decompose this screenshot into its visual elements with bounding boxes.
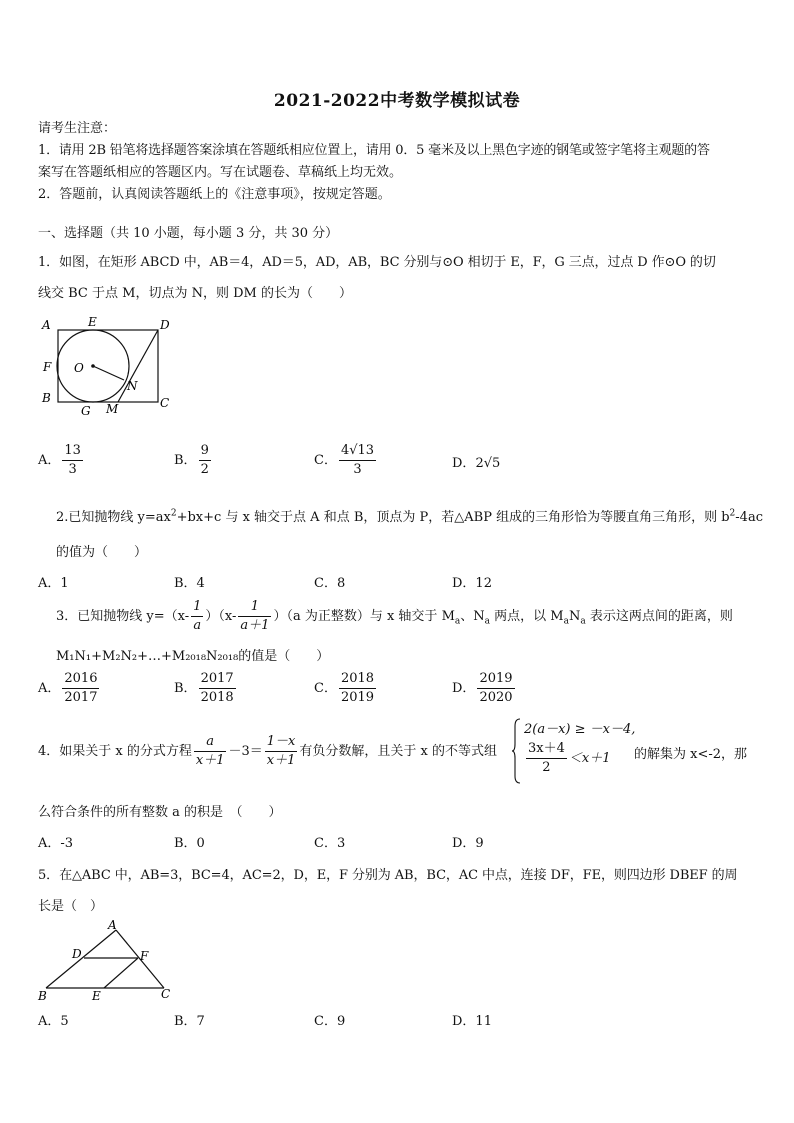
fig5-label-A: A	[108, 918, 117, 932]
q5-option-c[interactable]: C．9	[314, 1014, 346, 1029]
q1-line-1: 1．如图，在矩形 ABCD 中，AB＝4，AD＝5，AD，AB，BC 分别与⊙O 相切于 E，F，G 三点，过点 D 作⊙O 的切	[38, 255, 716, 270]
q5-option-a[interactable]: A．5	[38, 1014, 69, 1029]
fig1-label-M: M	[106, 402, 119, 416]
fig5-label-D: D	[72, 947, 82, 961]
q1-option-c-fraction: $\frac{4√13}{3}$	[340, 443, 375, 477]
q2-option-b[interactable]: B．4	[174, 576, 205, 591]
fig1-label-O: O	[74, 361, 84, 375]
notice-line-3: 2．答题前，认真阅读答题纸上的《注意事项》，按规定答题。	[38, 187, 391, 202]
q1-option-b[interactable]	[174, 442, 213, 479]
q4-option-c[interactable]: C．3	[314, 836, 346, 851]
q1-option-a-label: A．	[38, 453, 61, 468]
notice-block	[38, 118, 760, 206]
q1-option-d-value: 2√5	[475, 456, 501, 471]
brace-icon	[512, 718, 522, 784]
q3-option-a[interactable]: A． $\frac{2016}{2017}$	[38, 671, 98, 705]
q1-line-2: 线交 BC 于点 M，切点为 N，则 DM 的长为（ ）	[38, 286, 352, 301]
q2-option-d[interactable]: D．12	[452, 576, 492, 591]
fig1-label-B: B	[42, 391, 51, 405]
q3-line-2: M₁N₁+M₂N₂+…+M₂₀₁₈N₂₀₁₈的值是（ ）	[56, 649, 330, 664]
fig1-label-N: N	[127, 379, 138, 393]
notice-line-1: 1．请用 2B 铅笔将选择题答案涂填在答题纸相应位置上，请用 0．5 毫米及以上黑色字迹的钢笔或签字笔将主观题的答	[38, 143, 710, 158]
q4-system-line-2: $\frac{3x+4}{2}$ ＜x＋1	[528, 741, 611, 775]
q3-option-c[interactable]: C． $\frac{2018}{2019}$	[314, 671, 375, 705]
notice-heading: 请考生注意：	[38, 121, 117, 136]
q3-line-1: 3．已知抛物线 y=（x- $\frac{1}{a}$ ）（x- $\frac{1}{a+1}$ ）（a 为正整数）与 x 轴交于 $M_a$、$N_a$ 两点，以 $M_aN_a$ 表示这两点间的距离，则	[56, 599, 733, 633]
notice-line-2: 案写在答题纸相应的答题区内。写在试题卷、草稿纸上均无效。	[38, 165, 403, 180]
fig1-label-C: C	[160, 396, 170, 410]
q1-option-a[interactable]	[38, 442, 85, 479]
fig1-label-D: D	[160, 318, 170, 332]
fig5-label-B: B	[38, 989, 47, 1002]
q1-option-d[interactable]	[452, 452, 500, 471]
q1-option-a-fraction: $\frac{13}{3}$	[64, 443, 81, 477]
q4-line-1-tail: 的解集为 x<-2，那	[634, 747, 748, 762]
fig1-label-G: G	[81, 404, 91, 418]
q4-option-a[interactable]: A．-3	[38, 836, 74, 851]
section-heading: 一、选择题（共 10 小题，每小题 3 分，共 30 分）	[38, 226, 339, 241]
fig5-label-E: E	[92, 989, 101, 1002]
exam-title: 2021-2022中考数学模拟试卷	[273, 91, 521, 111]
q4-line-2: 么符合条件的所有整数 a 的积是 （ ）	[38, 805, 282, 820]
q3-option-b[interactable]: B． $\frac{2017}{2018}$	[174, 671, 234, 705]
q1-option-b-fraction: $\frac{9}{2}$	[200, 443, 209, 477]
fig1-label-E: E	[88, 315, 97, 329]
q4-line-1: 4．如果关于 x 的分式方程 $\frac{a}{x+1}$ －3＝ $\frac{1-x}{x+1}$ 有负分数解，且关于 x 的不等式组	[38, 734, 497, 768]
fig1-label-A: A	[42, 318, 51, 332]
q1-option-c-label: C．	[314, 453, 337, 468]
fig5-label-C: C	[161, 987, 171, 1001]
q1-figure	[36, 314, 176, 420]
q5-line-1: 5．在△ABC 中，AB=3，BC=4，AC=2，D，E，F 分别为 AB，BC，AC 中点，连接 DF，FE，则四边形 DBEF 的周	[38, 868, 738, 883]
q5-line-2: 长是（ ）	[38, 899, 104, 914]
q4-system-line-1: 2(a－x) ≥ －x－4,	[524, 722, 636, 737]
q4-option-d[interactable]: D．9	[452, 836, 484, 851]
q5-figure	[34, 918, 178, 1002]
q1-option-b-label: B．	[174, 453, 197, 468]
q5-option-b[interactable]: B．7	[174, 1014, 205, 1029]
q2-line-1: 2.已知抛物线 $y=ax^2+bx+c$ 与 x 轴交于点 A 和点 B，顶点为 P，若△ABP 组成的三角形恰为等腰直角三角形，则 $b^2-4ac$	[56, 508, 763, 525]
fig1-label-F: F	[43, 360, 52, 374]
q2-line-2: 的值为（ ）	[56, 545, 148, 560]
q1-option-d-label: D．	[452, 456, 476, 471]
q1-option-c[interactable]	[314, 442, 378, 479]
q5-option-d[interactable]: D．11	[452, 1014, 492, 1029]
q2-option-a[interactable]: A．1	[38, 576, 69, 591]
q4-option-b[interactable]: B．0	[174, 836, 205, 851]
fig5-label-F: F	[140, 949, 149, 963]
q2-option-c[interactable]: C．8	[314, 576, 346, 591]
q3-option-d[interactable]: D． $\frac{2019}{2020}$	[452, 671, 513, 705]
